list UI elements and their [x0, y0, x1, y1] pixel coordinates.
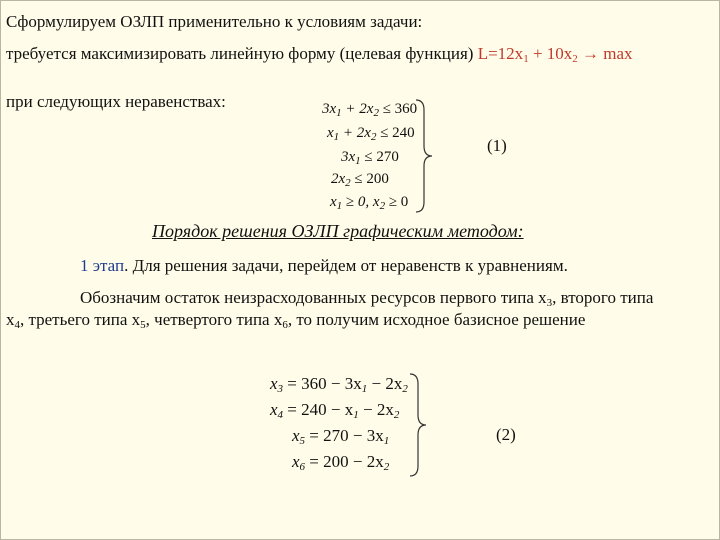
constraint-row: [341, 148, 399, 170]
basis-row: [292, 426, 389, 451]
relation: ≤ 360: [378, 101, 418, 117]
term: − 2x: [367, 374, 403, 393]
sub: 1: [336, 107, 342, 119]
right-brace-icon: [408, 372, 430, 478]
sub: 5: [299, 435, 306, 447]
sub: 4: [277, 409, 284, 421]
objective-sub: 2: [572, 53, 578, 65]
term: + 2x: [339, 125, 371, 141]
term: ≥ 0, x: [342, 194, 380, 210]
sub: 4: [14, 319, 20, 331]
sub: 6: [299, 461, 306, 473]
para-line-2: [6, 310, 585, 335]
right-brace-icon: [414, 98, 436, 214]
term: 3x: [322, 101, 337, 117]
relation: ≤ 200: [350, 171, 389, 187]
sub: 3: [546, 297, 553, 309]
objective-text: требуется максимизировать линейную форму (целевая функция): [6, 44, 478, 63]
sub: 2: [370, 131, 377, 143]
basis-row: [270, 374, 408, 399]
system-label-2: (2): [496, 425, 516, 444]
step-line: [80, 256, 568, 276]
term: 2x: [331, 171, 346, 187]
sub: 2: [373, 107, 379, 119]
term: x: [270, 400, 278, 419]
term: = 240 − x: [283, 400, 354, 419]
constraints-intro: при следующих неравенствах:: [6, 92, 226, 111]
section-heading: Порядок решения ОЗЛП графическим методом:: [152, 221, 524, 241]
relation: ≤ 240: [376, 125, 415, 141]
term: x: [292, 426, 300, 445]
sub: 2: [383, 461, 390, 473]
para-text: , то получим исходное базисное решение: [287, 310, 586, 329]
relation: ≤ 270: [360, 149, 399, 165]
term: x: [270, 374, 278, 393]
system-label-1: (1): [487, 136, 507, 155]
term: x: [327, 125, 334, 141]
sub: 1: [355, 155, 361, 167]
objective-part: L=12x: [477, 44, 524, 63]
constraint-row: [322, 100, 417, 122]
sub: 1: [361, 383, 368, 395]
constraint-row: [330, 193, 408, 215]
sub: 1: [353, 409, 359, 421]
term: = 360 − 3x: [283, 374, 362, 393]
para-text: , четвертого типа x: [145, 310, 283, 329]
para-text: , второго типа: [552, 288, 654, 307]
sub: 2: [379, 200, 386, 212]
objective-function: [478, 44, 633, 63]
step-label: 1 этап: [80, 256, 125, 275]
term: = 270 − 3x: [305, 426, 384, 445]
sub: 2: [345, 177, 351, 189]
sub: 1: [333, 131, 340, 143]
term: x: [292, 452, 300, 471]
term: 3x: [341, 149, 356, 165]
para-text: , третьего типа x: [20, 310, 141, 329]
sub: 3: [277, 383, 284, 395]
sub: 1: [383, 435, 390, 447]
term: + 2x: [341, 101, 374, 117]
term: − 2x: [358, 400, 394, 419]
constraint-row: [331, 170, 389, 192]
relation: ≥ 0: [385, 194, 409, 210]
para-text: Обозначим остаток неизрасходованных ресурсов первого типа x: [80, 288, 547, 307]
step-text: . Для решения задачи, перейдем от неравенств к уравнениям.: [124, 256, 568, 275]
sub: 5: [140, 319, 146, 331]
basis-row: [292, 452, 389, 477]
term: x: [330, 194, 337, 210]
sub: 6: [282, 319, 288, 331]
sub: 2: [402, 383, 408, 395]
sub: 2: [393, 409, 400, 421]
basis-row: [270, 400, 399, 425]
term: = 200 − 2x: [305, 452, 384, 471]
objective-line: [6, 44, 633, 69]
para-text: x: [6, 310, 15, 329]
constraint-row: [327, 124, 415, 146]
sub: 1: [336, 200, 343, 212]
objective-sub: 1: [523, 53, 529, 65]
intro-line: Сформулируем ОЗЛП применительно к условиям задачи:: [6, 12, 423, 31]
objective-part: + 10x: [528, 44, 573, 63]
objective-part: → max: [577, 44, 633, 63]
